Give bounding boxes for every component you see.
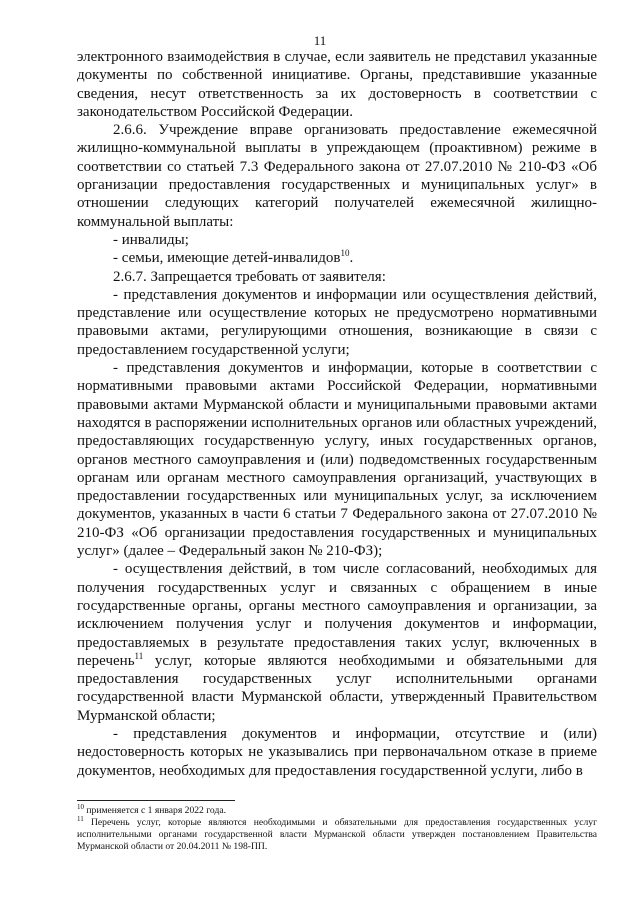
footnote-ref-10: 10 <box>340 248 350 259</box>
list-item-families-text: - семьи, имеющие детей-инвалидов <box>113 250 341 267</box>
list-item-approvals-text-cont: услуг, которые являются необходимыми и обязательными для предоставления государственных услуг исполнительными органами государственной власти Мурманской области, утвержденный Правительством Мурманской области; <box>77 652 597 724</box>
list-item-documents-actions: - представления документов и информации или осуществления действий, представление или осуществление которых не предусмотрено нормативными правовыми актами, регулирующими отношения, возникающие в связи с предоставлением государственной услуги; <box>77 286 597 358</box>
footnote-text-11: Перечень услуг, которые являются необходимыми и обязательными для предоставления государственных услуг исполнительными органами государственной власти Мурманской области утвержден постановлением Правительства Мурманской области от 20.04.2011 № 198-ПП. <box>77 817 597 852</box>
list-item-documents-information: - представления документов и информации, которые в соответствии с нормативными правовыми актами Российской Федерации, нормативными правовыми актами Мурманской области и муниципальными правовыми актами находятся в распоряжении исполнительных органов или областных учреждений, предоставляющих государственную услугу, иных государственных органов, органов местного самоуправления и (или) подведомственных государственным органам или органам местного самоуправления организаций, участвующих в предоставлении государственных или муниципальных услуг, за исключением документов, указанных в части 6 статьи 7 Федерального закона от 27.07.2010 № 210-ФЗ «Об организации предоставления государственных и муниципальных услуг» (далее – Федеральный закон № 210-ФЗ); <box>77 360 597 560</box>
document-body <box>77 48 597 780</box>
paragraph-2-6-6: 2.6.6. Учреждение вправе организовать предоставление ежемесячной жилищно-коммунальной выплаты в упреждающем (проактивном) режиме в соответствии со статьей 7.3 Федерального закона от 27.07.2010 № 210-ФЗ «Об организации предоставления государственных и муниципальных услуг» в отношении следующих категорий получателей ежемесячной жилищно-коммунальной выплаты: <box>77 122 597 230</box>
list-item-approvals <box>77 560 597 725</box>
footnote-10 <box>77 802 597 817</box>
list-item-families-tail: . <box>349 250 354 267</box>
paragraph-2-6-7: 2.6.7. Запрещается требовать от заявителя: <box>113 268 386 285</box>
footnote-ref-11: 11 <box>134 650 144 661</box>
list-item-families <box>77 249 597 267</box>
list-item-unreliable-documents: - представления документов и информации, отсутствие и (или) недостоверность которых не указывались при первоначальном отказе в приеме документов, необходимых для предоставления государственной услуги, либо в <box>77 725 597 779</box>
list-item-approvals-text: - осуществления действий, в том числе согласований, необходимых для получения государственных услуг и связанных с обращением в иные государственные органы, органы местного самоуправления и организации, за исключением получения услуг и получения документов и информации, предоставляемых в результате предоставления таких услуг, включенных в перечень <box>77 561 597 669</box>
paragraph-continuation: электронного взаимодействия в случае, если заявитель не представил указанные документы по собственной инициативе. Органы, представившие указанные сведения, несут ответственность за их достоверность в соответствии с законодательством Российской Федерации. <box>77 49 597 120</box>
footnotes <box>77 802 597 853</box>
footnote-11 <box>77 814 597 853</box>
footnote-text-10: применяется с 1 января 2022 года. <box>84 805 226 816</box>
page-number: 11 <box>313 33 327 48</box>
footnote-mark-11: 11 <box>77 814 84 823</box>
footnote-mark-10: 10 <box>77 802 84 811</box>
footnote-separator <box>77 800 235 801</box>
list-item-disabled: - инвалиды; <box>113 231 189 248</box>
